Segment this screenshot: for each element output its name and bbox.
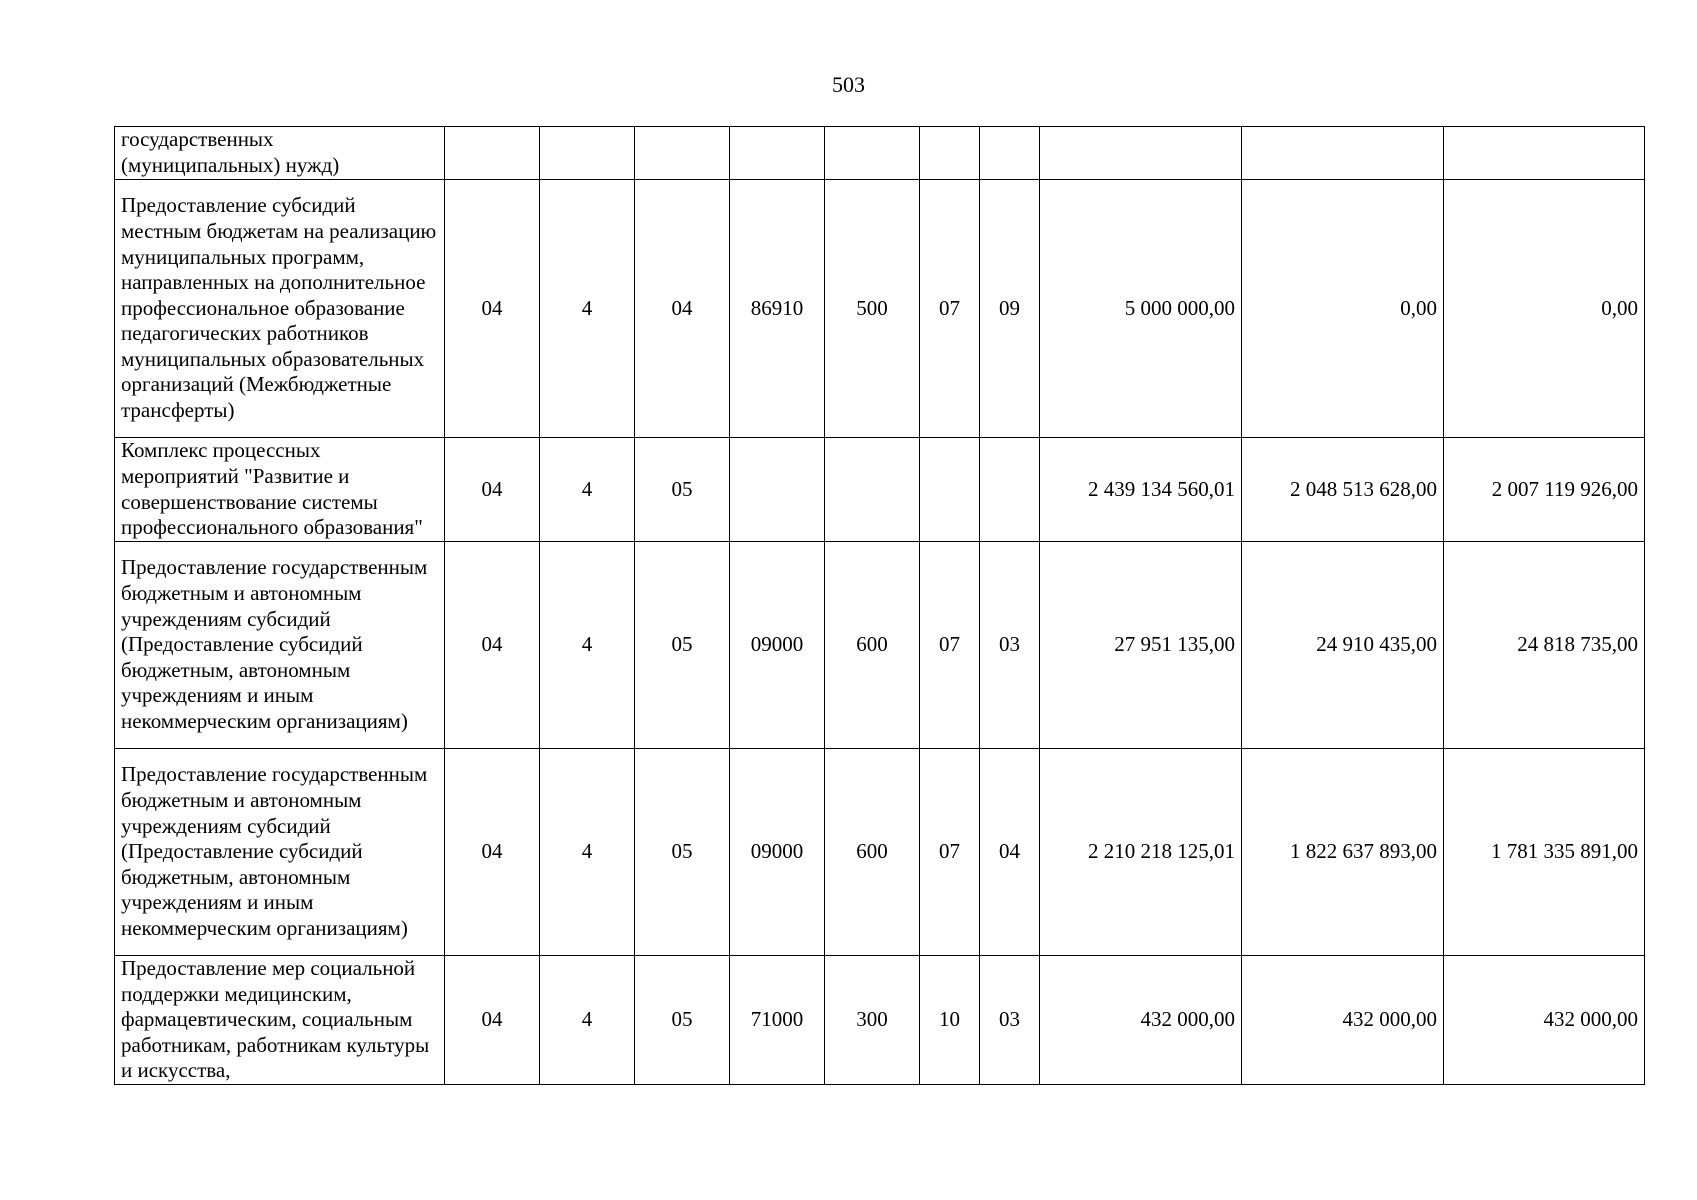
subprogram-code-cell [540, 127, 635, 180]
program-code-cell: 04 [445, 438, 540, 542]
event-code-cell: 05 [635, 749, 730, 956]
row-description: государственных (муниципальных) нужд) [115, 127, 445, 180]
expense-type-cell: 600 [825, 542, 920, 749]
event-code-cell: 05 [635, 956, 730, 1085]
program-code-cell: 04 [445, 956, 540, 1085]
amount-year-1: 27 951 135,00 [1040, 542, 1242, 749]
amount-year-3 [1444, 127, 1645, 180]
direction-code-cell: 71000 [730, 956, 825, 1085]
section-cell: 07 [920, 180, 980, 438]
row-description: Предоставление государственным бюджетным и автономным учреждениям субсидий (Предоставление субсидий бюджетным, автономным учреждениям и иным некоммерческим организациям) [115, 749, 445, 956]
amount-year-3: 1 781 335 891,00 [1444, 749, 1645, 956]
subprogram-code-cell: 4 [540, 438, 635, 542]
direction-code-cell [730, 438, 825, 542]
table-row [115, 749, 1645, 956]
expense-type-cell [825, 438, 920, 542]
amount-year-2: 432 000,00 [1242, 956, 1444, 1085]
event-code-cell: 05 [635, 438, 730, 542]
subsection-cell: 03 [980, 956, 1040, 1085]
program-code-cell: 04 [445, 542, 540, 749]
amount-year-3: 2 007 119 926,00 [1444, 438, 1645, 542]
amount-year-1: 5 000 000,00 [1040, 180, 1242, 438]
expense-type-cell [825, 127, 920, 180]
section-cell: 10 [920, 956, 980, 1085]
row-description: Предоставление субсидий местным бюджетам на реализацию муниципальных программ, направленных на дополнительное профессиональное образование педагогических работников муниципальных образовательных организаций (Межбюджетные трансферты) [115, 180, 445, 438]
row-description: Предоставление мер социальной поддержки медицинским, фармацевтическим, социальным работникам, работникам культуры и искусства, [115, 956, 445, 1085]
subprogram-code-cell: 4 [540, 542, 635, 749]
subsection-cell [980, 127, 1040, 180]
amount-year-3: 24 818 735,00 [1444, 542, 1645, 749]
expense-type-cell: 600 [825, 749, 920, 956]
program-code-cell: 04 [445, 749, 540, 956]
budget-table [114, 126, 1645, 1085]
subsection-cell: 03 [980, 542, 1040, 749]
section-cell: 07 [920, 542, 980, 749]
direction-code-cell: 09000 [730, 749, 825, 956]
program-code-cell: 04 [445, 180, 540, 438]
subprogram-code-cell: 4 [540, 956, 635, 1085]
amount-year-1 [1040, 127, 1242, 180]
section-cell: 07 [920, 749, 980, 956]
amount-year-2: 1 822 637 893,00 [1242, 749, 1444, 956]
section-cell [920, 438, 980, 542]
row-description: Предоставление государственным бюджетным и автономным учреждениям субсидий (Предоставление субсидий бюджетным, автономным учреждениям и иным некоммерческим организациям) [115, 542, 445, 749]
expense-type-cell: 500 [825, 180, 920, 438]
table-row [115, 956, 1645, 1085]
direction-code-cell: 09000 [730, 542, 825, 749]
program-code-cell [445, 127, 540, 180]
amount-year-3: 0,00 [1444, 180, 1645, 438]
subsection-cell: 09 [980, 180, 1040, 438]
section-cell [920, 127, 980, 180]
subsection-cell [980, 438, 1040, 542]
table-row [115, 438, 1645, 542]
amount-year-1: 2 210 218 125,01 [1040, 749, 1242, 956]
amount-year-2: 0,00 [1242, 180, 1444, 438]
subprogram-code-cell: 4 [540, 180, 635, 438]
amount-year-3: 432 000,00 [1444, 956, 1645, 1085]
event-code-cell: 04 [635, 180, 730, 438]
expense-type-cell: 300 [825, 956, 920, 1085]
direction-code-cell [730, 127, 825, 180]
amount-year-1: 432 000,00 [1040, 956, 1242, 1085]
amount-year-2: 24 910 435,00 [1242, 542, 1444, 749]
table-row [115, 542, 1645, 749]
page-number: 503 [832, 72, 865, 97]
table-row [115, 127, 1645, 180]
event-code-cell [635, 127, 730, 180]
amount-year-2 [1242, 127, 1444, 180]
amount-year-1: 2 439 134 560,01 [1040, 438, 1242, 542]
subprogram-code-cell: 4 [540, 749, 635, 956]
event-code-cell: 05 [635, 542, 730, 749]
row-description: Комплекс процессных мероприятий "Развитие и совершенствование системы профессионального образования" [115, 438, 445, 542]
subsection-cell: 04 [980, 749, 1040, 956]
table-row [115, 180, 1645, 438]
amount-year-2: 2 048 513 628,00 [1242, 438, 1444, 542]
direction-code-cell: 86910 [730, 180, 825, 438]
